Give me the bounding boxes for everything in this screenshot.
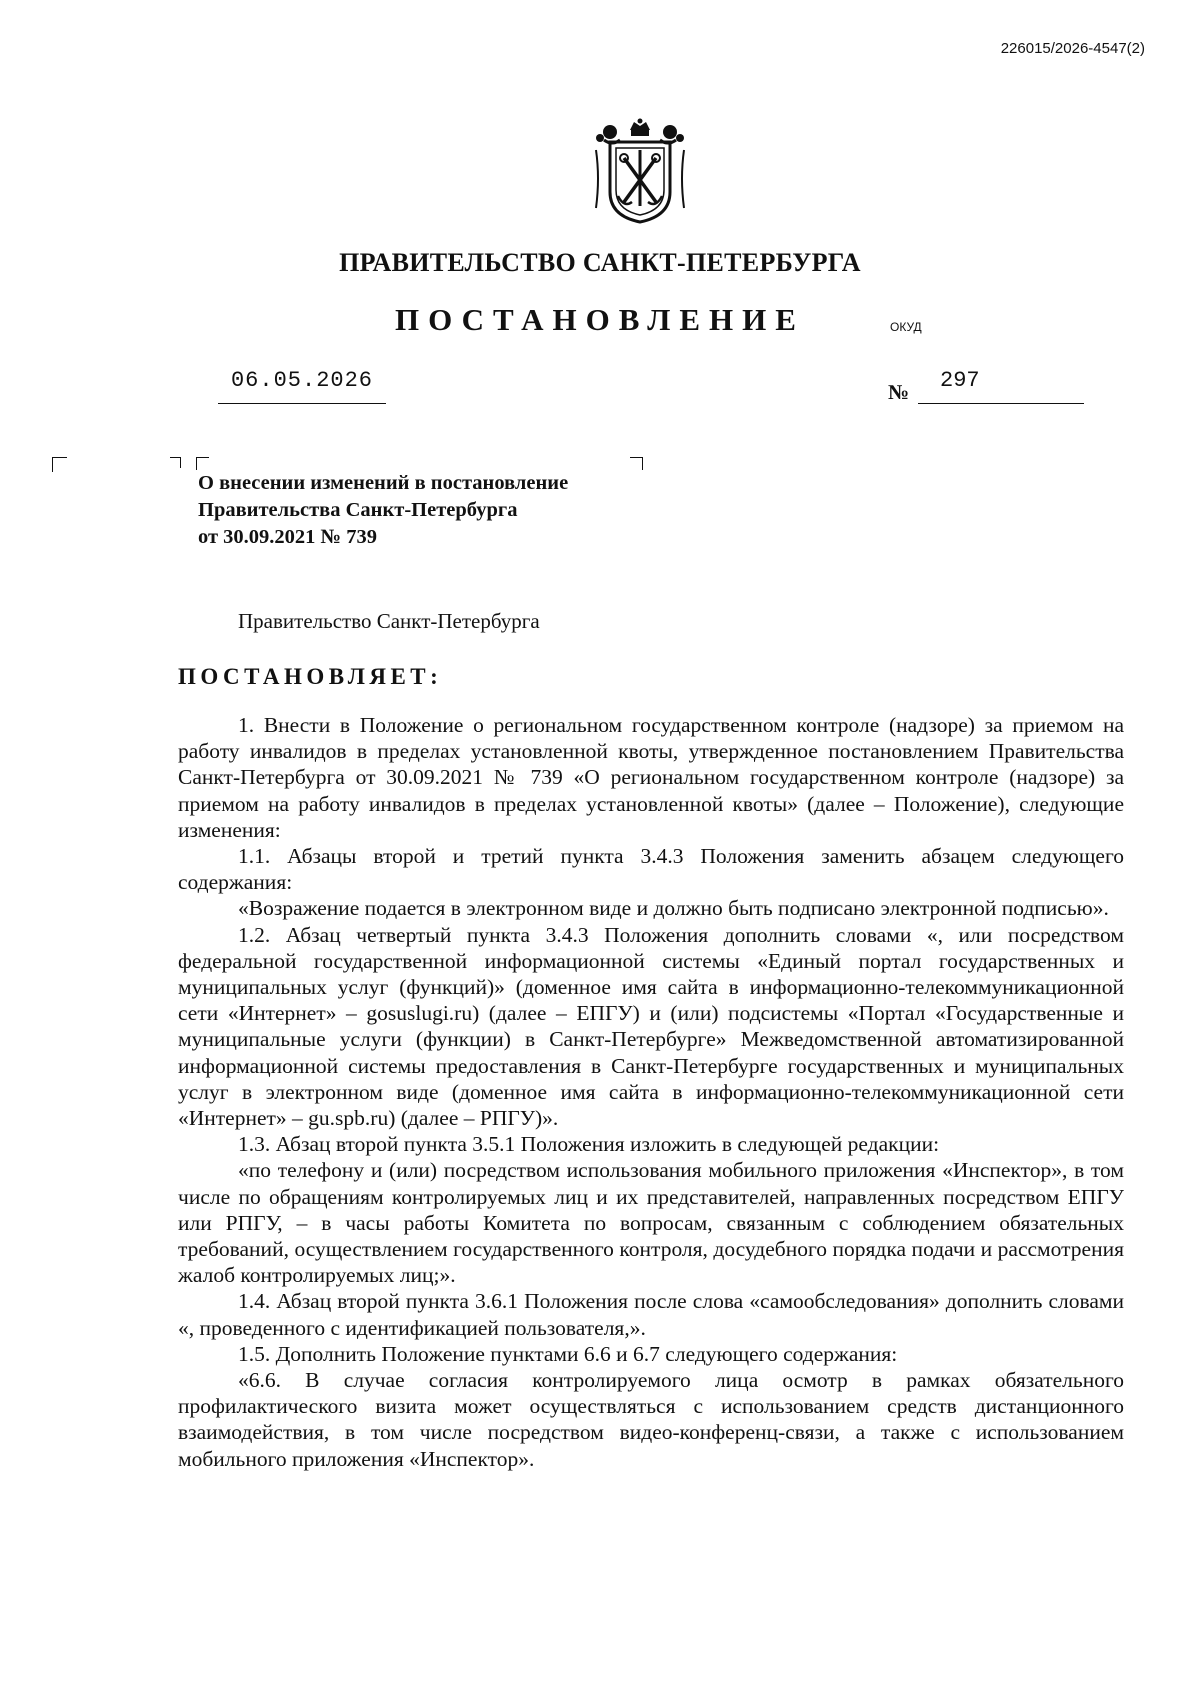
- paragraph: 1.3. Абзац второй пункта 3.5.1 Положения изложить в следующей редакции:: [238, 1132, 940, 1157]
- decree-title: ПОСТАНОВЛЕНИЕ: [395, 302, 805, 337]
- subject-line: О внесении изменений в постановление: [198, 472, 569, 494]
- document-registration-number: 226015/2026-4547(2): [1000, 40, 1145, 57]
- corner-mark: [196, 457, 209, 470]
- paragraph: «Возражение подается в электронном виде и должно быть подписано электронной подписью».: [238, 896, 1109, 921]
- corner-mark: [170, 457, 181, 468]
- okud-label: ОКУД: [890, 320, 922, 334]
- number-underline: [918, 403, 1084, 404]
- emblem-graphic: [590, 118, 690, 226]
- coat-of-arms-emblem: [590, 118, 690, 231]
- paragraph: 1.1. Абзацы второй и третий пункта 3.4.3 Положения заменить абзацем следующего содержания:: [178, 844, 1124, 895]
- corner-mark: [630, 457, 643, 470]
- paragraph: 1.4. Абзац второй пункта 3.6.1 Положения после слова «самообследования» дополнить словами «, проведенного с идентификацией пользователя,».: [178, 1289, 1124, 1340]
- government-title: ПРАВИТЕЛЬСТВО САНКТ-ПЕТЕРБУРГА: [339, 248, 861, 277]
- decree-number: 297: [940, 368, 980, 393]
- resolves-heading: ПОСТАНОВЛЯЕТ:: [178, 664, 443, 689]
- decree-date: 06.05.2026: [230, 368, 374, 393]
- subject-line: от 30.09.2021 № 739: [198, 526, 378, 548]
- date-underline: [218, 403, 386, 404]
- paragraph: 1.5. Дополнить Положение пунктами 6.6 и 6.7 следующего содержания:: [238, 1341, 898, 1366]
- corner-mark: [52, 457, 67, 472]
- number-sign: №: [888, 380, 910, 404]
- paragraph: 1.2. Абзац четвертый пункта 3.4.3 Положения дополнить словами «, или посредством федеральной государственной информационной системы «Единый портал государственных и муниципальных услуг (функций)» (доменное имя сайта в информационно-телекоммуникационной сети «Интернет» – gosuslugi.ru) (далее – ЕПГУ) и (или) подсистемы «Портал «Государственные и муниципальные услуги (функции) в Санкт-Петербурге» Межведомственной автоматизированной информационной системы предоставления в Санкт-Петербурге государственных и муниципальных услуг в электронном виде (доменное имя сайта в информационно-телекоммуникационной сети «Интернет» – gu.spb.ru) (далее – РПГУ)».: [178, 922, 1124, 1131]
- paragraph: «6.6. В случае согласия контролируемого лица осмотр в рамках обязательного профилактического визита может осуществляться с использованием средств дистанционного взаимодействия, в том числе посредством видео-конференц-связи, а также с использованием мобильного приложения «Инспектор».: [178, 1368, 1124, 1471]
- paragraph: «по телефону и (или) посредством использования мобильного приложения «Инспектор», в том числе по обращениям контролируемых лиц и их представителей, направленных посредством ЕПГУ или РПГУ, – в часы работы Комитета по вопросам, связанным с соблюдением обязательных требований, осуществлением государственного контроля, досудебного порядка подачи и рассмотрения жалоб контролируемых лиц;».: [178, 1158, 1124, 1288]
- preamble: Правительство Санкт-Петербурга: [238, 609, 540, 633]
- subject-line: Правительства Санкт-Петербурга: [198, 499, 518, 521]
- decree-subject: [198, 470, 568, 551]
- paragraph: 1. Внести в Положение о региональном государственном контроле (надзоре) за приемом на работу инвалидов в пределах установленной квоты, утвержденное постановлением Правительства Санкт-Петербурга от 30.09.2021 № 739 «О региональном государственном контроле (надзоре) за приемом на работу инвалидов в пределах установленной квоты» (далее – Положение), следующие изменения:: [178, 713, 1124, 842]
- decree-body: [178, 712, 1124, 1472]
